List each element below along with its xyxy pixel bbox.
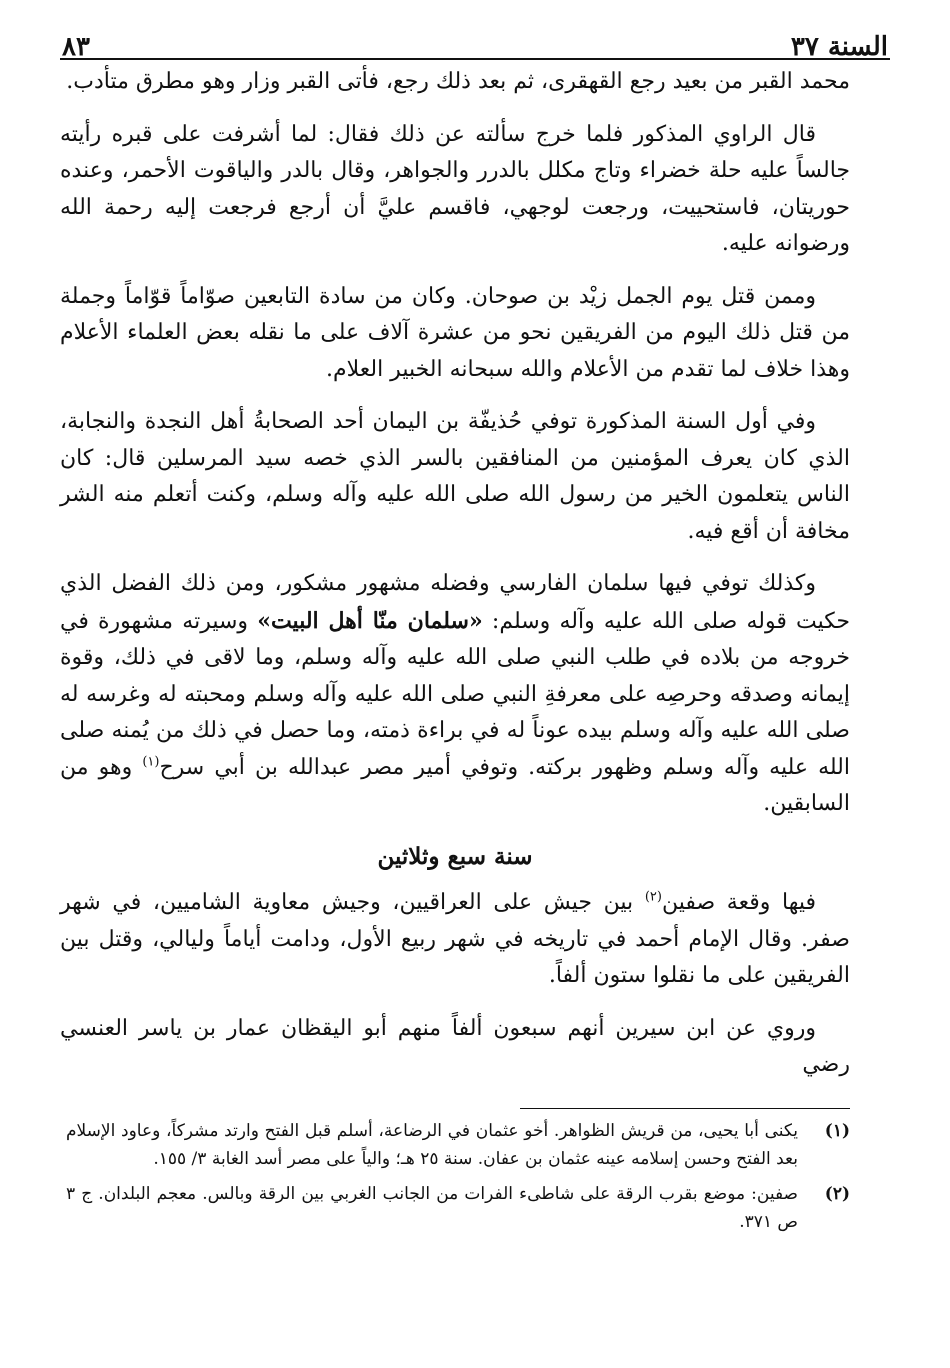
running-head: [62, 22, 888, 62]
footnote-number: (٢): [824, 1184, 850, 1204]
paragraph-siffin: [60, 885, 850, 995]
header-rule: [60, 58, 890, 60]
paragraph-salman: [60, 566, 850, 823]
footnote-ref-2[interactable]: (٢): [644, 889, 662, 905]
footnotes: [66, 1118, 850, 1244]
main-text: [60, 64, 850, 1100]
footnote-number: (١): [824, 1121, 850, 1141]
paragraph: وممن قتل يوم الجمل زيْد بن صوحان. وكان من سادة التابعين صوّاماً قوّاماً وجملة من قتل ذلك اليوم من الفريقين نحو من عشرة آلاف على ما نقله بعض العلماء الأعلام وهذا خلاف لما تقدم من الأعلام والله سبحانه الخبير العلام.: [60, 283, 850, 382]
footnote-rule: [520, 1108, 850, 1109]
salman-text-end: وهو من السابقين.: [60, 754, 850, 816]
hadith-quote: «سلمان منّا أهل البيت»: [257, 607, 483, 634]
siffin-text-end: بين جيش على العراقيين، وجيش معاوية الشاميين، في شهر صفر. وقال الإمام أحمد في تاريخه في شهر ربيع الأول، ودامت أياماً وليالي، وقتل بين الفريقين على ما نقلوا ستون ألفاً.: [60, 890, 850, 988]
footnote-text: يكنى أبا يحيى، من قريش الظواهر. أخو عثمان في الرضاعة، أسلم قبل الفتح وارتد مشركاً، وعاود الإسلام بعد الفتح وحسن إسلامه عينه عثمان بن عفان. سنة ٢٥ هـ؛ والياً على مصر أسد الغابة ٣/ ١٥٥.: [66, 1121, 798, 1169]
page-number: ٨٣: [62, 32, 90, 62]
footnote-ref-1[interactable]: (١): [142, 754, 160, 770]
paragraph: محمد القبر من بعيد رجع القهقرى، ثم بعد ذلك رجع، فأتى القبر وزار وهو مطرق متأدب.: [66, 69, 850, 94]
footnote-1: [66, 1118, 850, 1173]
salman-text-start: وكذلك توفي فيها سلمان الفارسي وفضله مشهور مشكور، ومن ذلك الفضل الذي حكيت قوله صلى الله عليه وآله وسلم:: [60, 571, 851, 634]
paragraph: قال الراوي المذكور فلما خرج سألته عن ذلك فقال: لما أشرفت على قبره رأيته جالساً عليه حلة خضراء وتاج مكلل بالدرر والجواهر، وقال بالدر والياقوت الأحمر، وعنده حوريتان، فاستحييت، ورجعت لوجهي، فاقسم عليَّ أن أرجع فرجعت إليه رحمة الله ورضوانه عليه.: [60, 121, 850, 256]
siffin-text-start: فيها وقعة صفين: [661, 890, 816, 915]
section-heading: سنة سبع وثلاثين: [377, 842, 533, 870]
paragraph: وفي أول السنة المذكورة توفي حُذيفّة بن اليمان أحد الصحابةُ أهل النجدة والنجابة، الذي كان يعرف المؤمنين من المنافقين بالسر الذي خصه سيد المرسلين قال: كان الناس يتعلمون الخير من رسول الله صلى الله عليه وآله وسلم، وكنت أتعلم منه الشر مخافة أن أقع فيه.: [60, 409, 850, 544]
footnote-2: [66, 1181, 850, 1236]
running-title: السنة ٣٧: [790, 32, 888, 62]
footnote-text: صفين: موضع بقرب الرقة على شاطىء الفرات من الجانب الغربي بين الرقة وبالس. معجم البلدان. ج ٣ ص ٣٧١.: [66, 1184, 798, 1232]
paragraph: وروي عن ابن سيرين أنهم سبعون ألفاً منهم أبو اليقظان عمار بن ياسر العنسي رضي: [60, 1015, 850, 1077]
salman-text-middle: وسيرته مشهورة في خروجه من بلاده في طلب النبي صلى الله عليه وآله وسلم، وما لاقى في ذلك، وقوة إيمانه وصدقه وحرصِه على معرفةِ النبي صلى الله عليه وآله وسلم ومحبته له وغرسه له صلى الله عليه وآله وسلم بيده عوناً له في براءة ذمته، وما حصل في ذلك من يُمنه صلى الله عليه وآله وسلم وظهور بركته. وتوفي أمير مصر عبدالله بن أبي سرح: [60, 608, 850, 780]
